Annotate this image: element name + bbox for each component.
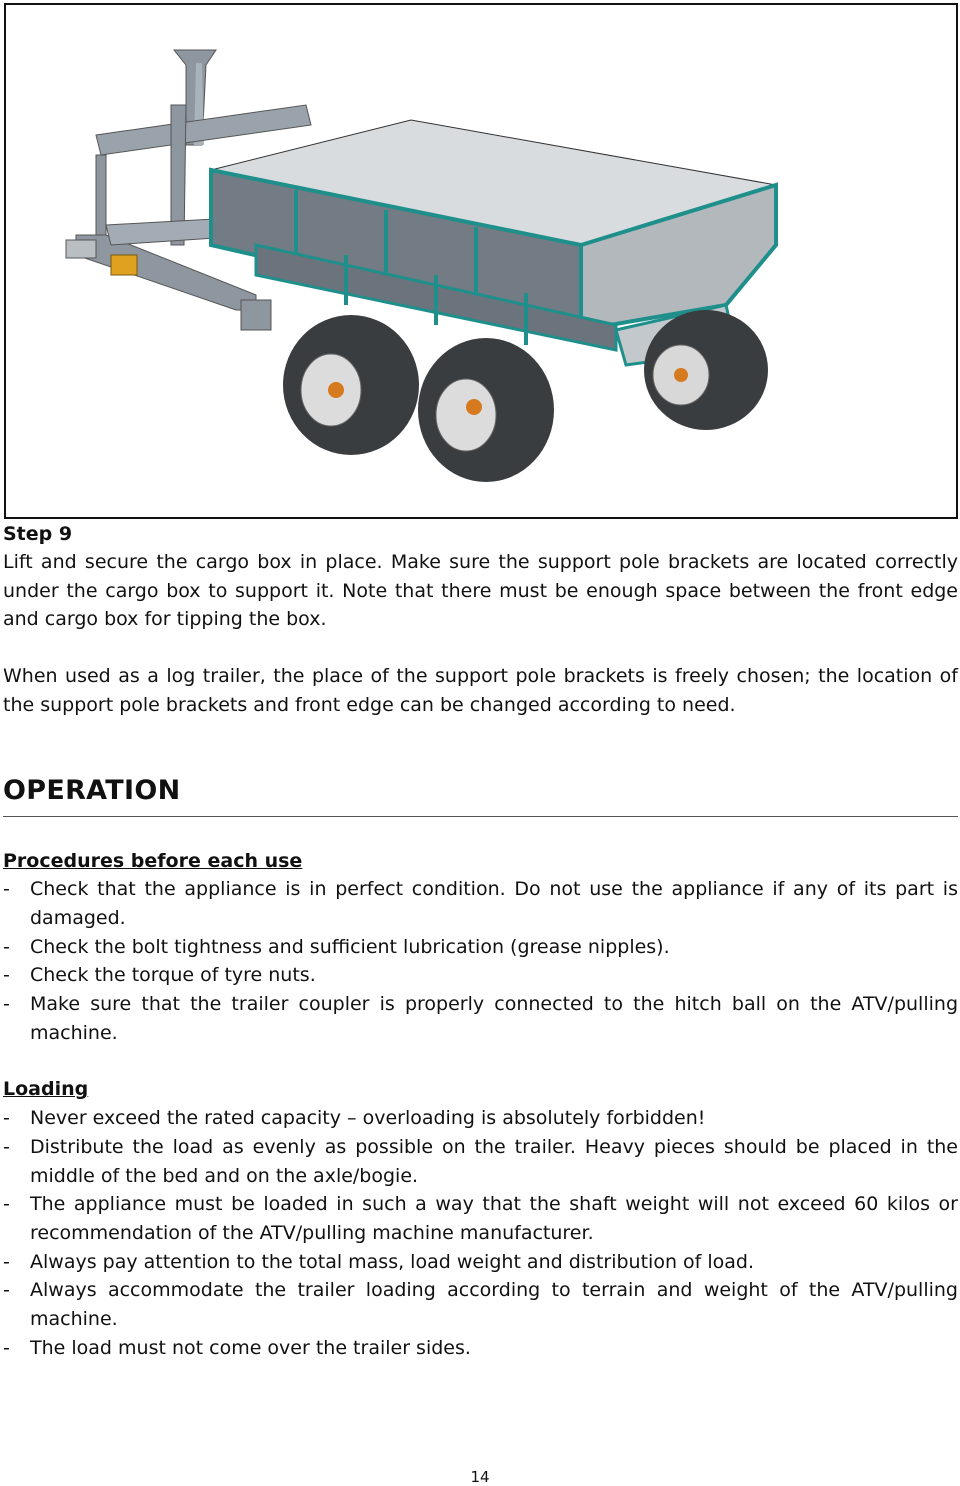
wheel-front-left [283,315,419,455]
wheel-rear [644,310,768,430]
operation-title: OPERATION [3,774,181,806]
list-item: - Never exceed the rated capacity – overloading is absolutely forbidden! [3,1107,706,1130]
list-item: - Always pay attention to the total mass, load weight and distribution of load. [3,1250,755,1273]
list-item: - Make sure that the trailer coupler is properly connected to the hitch ball on the ATV/pulling machine. [3,993,958,1044]
loading-title: Loading [3,1078,89,1101]
step-paragraph-1: Lift and secure the cargo box in place. Make sure the support pole brackets are located correctly under the cargo box to support it. Note that there must be enough space between the front edge and cargo box for tipping the box. [3,551,958,631]
procedures-title: Procedures before each use [3,849,303,872]
list-item: - Distribute the load as evenly as possible on the trailer. Heavy pieces should be placed in the middle of the bed and on the axle/bogie. [3,1135,958,1187]
trailer-illustration [6,5,956,517]
loading-list [3,1104,958,1362]
step-paragraph-2: When used as a log trailer, the place of the support pole brackets is freely chosen; the location of the support pole brackets and front edge can be changed according to need. [3,665,958,716]
list-item: - The appliance must be loaded in such a way that the shaft weight will not exceed 60 kilos or recommendation of the ATV/pulling machine manufacturer. [3,1193,958,1244]
wheel-front-right [418,338,554,482]
list-item: - Check the torque of tyre nuts. [3,964,316,987]
procedures-list [3,875,958,1047]
list-item: - Check that the appliance is in perfect condition. Do not use the appliance if any of its part is damaged. [3,878,958,929]
list-item: - The load must not come over the trailer sides. [3,1336,471,1359]
list-item: - Check the bolt tightness and sufficient lubrication (grease nipples). [3,935,670,958]
step-title: Step 9 [3,523,73,545]
trailer-figure [4,3,958,519]
page-number: 14 [470,1468,490,1486]
list-item: - Always accommodate the trailer loading according to terrain and weight of the ATV/pulling machine. [3,1279,958,1331]
page-content [3,520,958,1362]
